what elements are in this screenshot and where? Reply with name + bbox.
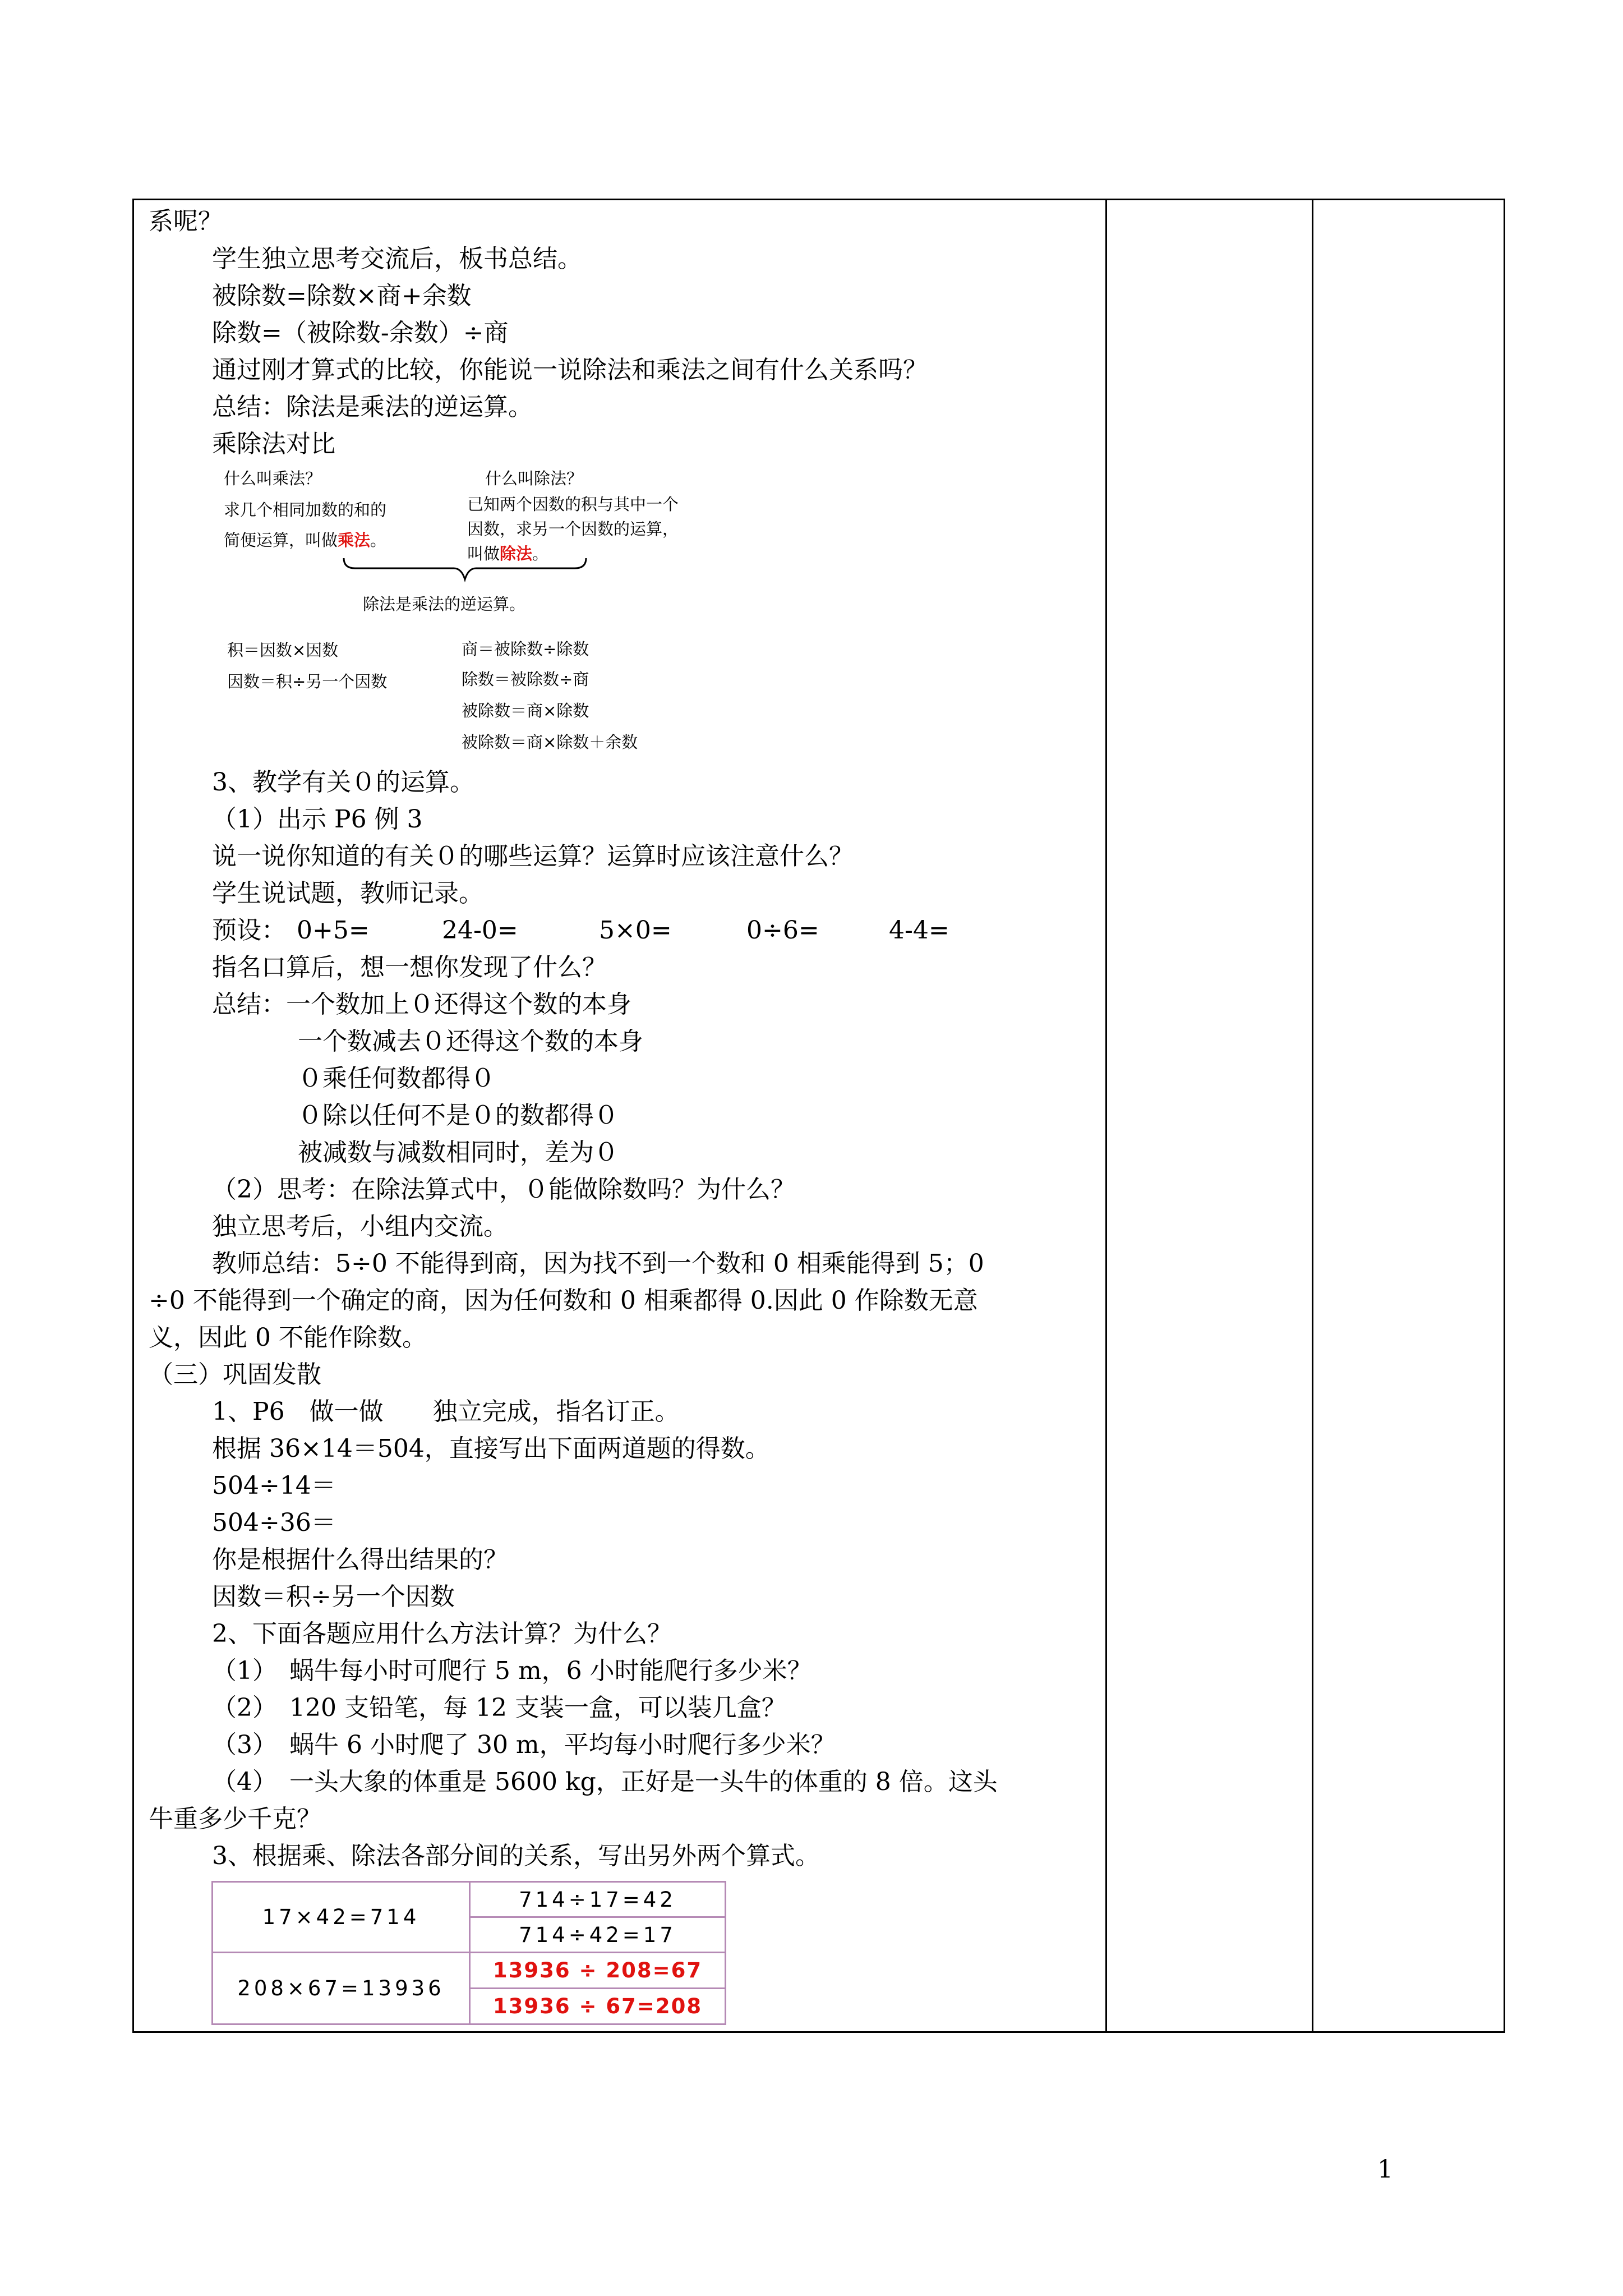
section-heading: 3、教学有关０的运算。 xyxy=(212,768,474,797)
text-line: ÷0 不能得到一个确定的商，因为任何数和 0 相乘都得 0.因此 0 作除数无意 xyxy=(149,1286,978,1315)
text-line: ０除以任何不是０的数都得０ xyxy=(298,1101,619,1130)
text-line: 通过刚才算式的比较，你能说一说除法和乘法之间有什么关系吗？ xyxy=(212,356,928,384)
text-line: （2）思考：在除法算式中，０能做除数吗？为什么？ xyxy=(212,1175,795,1204)
text-line: 指名口算后，想一想你发现了什么？ xyxy=(212,953,607,982)
text-line: 2、下面各题应用什么方法计算？为什么？ xyxy=(212,1619,672,1648)
exercise-equation: 208×67=13936 xyxy=(213,1953,470,2024)
formula-product: 积＝因数×因数 xyxy=(227,641,339,660)
mult-def-text: 简便运算，叫做 xyxy=(224,531,338,550)
text-line: 说一说你知道的有关０的哪些运算？运算时应该注意什么？ xyxy=(212,842,854,871)
text-line: 义，因此 0 不能作除数。 xyxy=(149,1323,427,1352)
mult-definition-line2 xyxy=(224,529,386,551)
formula-divisor-small: 除数＝被除数÷商 xyxy=(462,670,589,689)
text-line: 系呢？ xyxy=(149,207,223,236)
text-line: 学生独立思考交流后，板书总结。 xyxy=(212,245,582,273)
text-line: 教师总结：5÷0 不能得到商，因为找不到一个数和 0 相乘能得到 5；0 xyxy=(212,1249,984,1278)
text-line: 独立思考后，小组内交流。 xyxy=(212,1212,508,1241)
div-term: 除法 xyxy=(500,544,533,563)
page-number: 1 xyxy=(1377,2155,1393,2184)
mult-question: 什么叫乘法？ xyxy=(224,469,322,488)
text-line: 总结：除法是乘法的逆运算。 xyxy=(212,393,533,421)
text-line: （4） 一头大象的体重是 5600 kg，正好是一头牛的体重的 8 倍。这头 xyxy=(212,1768,998,1796)
exercise-answer: 13936 ÷ 208=67 xyxy=(470,1953,726,1989)
preset-label: 预设： xyxy=(212,916,286,945)
preset-item: 4-4= xyxy=(889,916,949,945)
text-line: 被减数与减数相同时，差为０ xyxy=(298,1138,619,1167)
preset-item: 5×0= xyxy=(599,916,672,945)
text-line: （1） 蜗牛每小时可爬行 5 m，6 小时能爬行多少米？ xyxy=(212,1657,812,1685)
text-line: 3、根据乘、除法各部分间的关系，写出另外两个算式。 xyxy=(212,1842,820,1870)
exercise-derived: 714÷17=42 xyxy=(470,1882,726,1917)
lesson-content-cell xyxy=(134,200,1105,2031)
section-heading: 乘除法对比 xyxy=(212,430,335,458)
inverse-statement: 除法是乘法的逆运算。 xyxy=(363,595,526,614)
preset-item: 0+5= xyxy=(297,916,370,945)
exercise-answer: 13936 ÷ 67=208 xyxy=(470,1989,726,2024)
mult-definition-line1: 求几个相同加数的和的 xyxy=(224,500,387,519)
preset-item: 24-0= xyxy=(442,916,518,945)
text-line: 因数＝积÷另一个因数 xyxy=(212,1582,455,1611)
mult-term: 乘法 xyxy=(338,531,371,550)
formula-divisor: 除数=（被除数-余数）÷商 xyxy=(212,319,509,347)
grouping-brace xyxy=(342,557,588,591)
empty-column-3 xyxy=(1313,200,1504,2031)
formula-dividend-remainder: 被除数＝商×除数＋余数 xyxy=(462,733,638,752)
div-definition-line2: 因数，求另一个因数的运算， xyxy=(467,519,679,539)
exercise-table xyxy=(211,1881,726,2025)
text-line: 根据 36×14＝504，直接写出下面两道题的得数。 xyxy=(212,1434,770,1463)
mult-def-end: 。 xyxy=(370,531,387,550)
exercise-derived: 714÷42=17 xyxy=(470,1917,726,1953)
formula-dividend-small: 被除数＝商×除数 xyxy=(462,701,589,720)
div-def-end: 。 xyxy=(532,544,549,563)
div-definition-line1: 已知两个因数的积与其中一个 xyxy=(467,495,679,514)
text-line: 总结：一个数加上０还得这个数的本身 xyxy=(212,990,631,1019)
exercise-equation: 17×42=714 xyxy=(213,1882,470,1953)
section-heading: （三）巩固发散 xyxy=(149,1360,321,1389)
formula-quotient: 商＝被除数÷除数 xyxy=(462,639,589,659)
text-line: 504÷14＝ xyxy=(212,1471,336,1500)
formula-dividend: 被除数=除数×商+余数 xyxy=(212,282,472,310)
div-def-text: 叫做 xyxy=(467,544,500,563)
text-line: （3） 蜗牛 6 小时爬了 30 m，平均每小时爬行多少米？ xyxy=(212,1731,836,1759)
text-line: 一个数减去０还得这个数的本身 xyxy=(298,1027,643,1056)
lesson-plan-table xyxy=(132,199,1505,2033)
preset-item: 0÷6= xyxy=(746,916,819,945)
empty-column-2 xyxy=(1107,200,1312,2031)
text-line: 学生说试题，教师记录。 xyxy=(212,879,483,908)
text-line: 1、P6 做一做 独立完成，指名订正。 xyxy=(212,1397,680,1426)
text-line: ０乘任何数都得０ xyxy=(298,1064,495,1093)
text-line: 504÷36＝ xyxy=(212,1508,336,1537)
formula-factor: 因数＝积÷另一个因数 xyxy=(227,672,388,691)
div-question: 什么叫除法？ xyxy=(485,469,583,488)
text-line: （2） 120 支铅笔，每 12 支装一盒，可以装几盒？ xyxy=(212,1694,786,1722)
text-line: 牛重多少千克？ xyxy=(149,1805,321,1833)
text-line: 你是根据什么得出结果的？ xyxy=(212,1545,508,1574)
text-line: （1）出示 P6 例 3 xyxy=(212,805,423,834)
